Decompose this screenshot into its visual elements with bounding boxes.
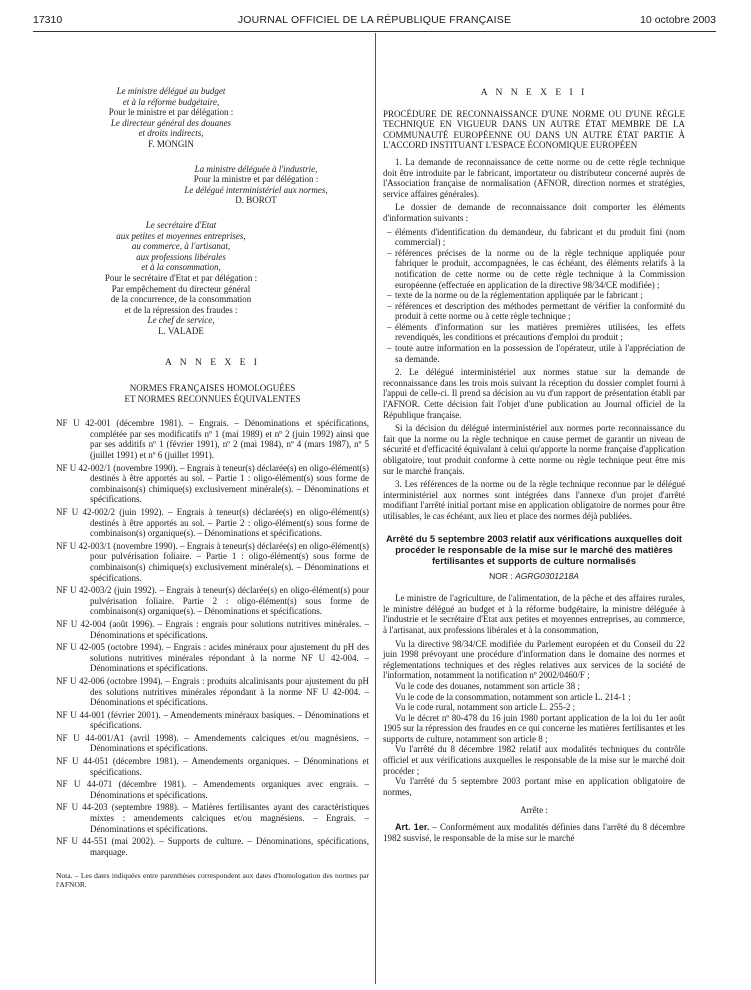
sig-line: et droits indirects, [138,128,204,139]
procedure-title: PROCÉDURE DE RECONNAISSANCE D'UNE NORME OU D'UNE RÈGLE TECHNIQUE EN VIGUEUR DANS UN AUTRE ÉTAT MEMBRE DE LA COMMUNAUTÉ EUROPÉENNE OU DANS UN AUTRE ÉTAT PARTIE À L'ACCORD INSTITUANT L'ESPACE ÉCONOMIQUE EUROPÉEN [383,108,685,151]
paragraph: 2. Le délégué interministériel aux normes statue sur la demande de reconnaissance dans les trois mois suivant la réception du dossier complet fourni à l'appui de celle-ci. Il prend sa décision au vu d'un rapport de présentation établi par l'AFNOR. Cette décision fait l'objet d'une publication au Journal officiel de la République française. [383,367,685,420]
sig-line: La ministre déléguée à l'industrie, [194,163,318,174]
sig-line: Pour le secrétaire d'Etat et par délégation : [104,272,258,283]
visa-item: Vu le code rural, notamment son article L. 255-2 ; [395,702,576,713]
norm-item: NF U 44-001/A1 (avril 1998). – Amendements calciques et/ou magnésiens. – Dénominations et spécifications. [56,732,369,754]
visa-item: Vu l'arrêté du 8 décembre 1982 relatif aux modalités techniques du contrôle officiel et aux vérifications auxquelles le responsable de la mise sur le marché doit procéder ; [383,744,685,776]
norm-item: NF U 42-003/2 (juin 1992). – Engrais à teneur(s) déclarée(s) en oligo-élément(s) pour pulvérisation foliaire. Partie 2 : oligo-élément(s) sous forme de combinaison(s) organique(s). – Dénominations et spécifications. [56,585,369,617]
visa-item: Vu le code de la consommation, notamment son article L. 214-1 ; [395,691,631,702]
visa-item: Vu la directive 98/34/CE modifiée du Parlement européen et du Conseil du 22 juin 1998 prévoyant une procédure d'information dans le domaine des normes et réglementations techniques et des règles relatives aux services de la société de l'information, notamment la notification nº 2002/0460/F ; [383,638,685,681]
sig-name: D. BOROT [235,195,277,206]
requirements-list [383,227,685,365]
article-1-label: Art. 1er. [395,822,430,833]
list-item: – éléments d'identification du demandeur, du fabricant et du produit fini (nom commercial) ; [387,226,685,248]
article-1 [383,822,685,843]
arrete-label: Arrête : [520,805,548,816]
arrete-title: Arrêté du 5 septembre 2003 relatif aux vérifications auxquelles doit procéder le responsable de la mise sur le marché des matières fertilisantes et supports de culture normalisés [385,533,683,566]
norms-list [56,418,369,857]
nor-label: NOR : [489,570,513,581]
visas-list [383,639,685,798]
sig-line: et à la réforme budgétaire, [122,96,220,107]
paragraph: Le dossier de demande de reconnaissance doit comporter les éléments d'information suivants : [383,202,685,223]
sig-name: L. VALADE [158,325,204,336]
sig-line: Par empêchement du directeur général [111,283,251,294]
norm-item: NF U 44-203 (septembre 1988). – Matières fertilisantes ayant des caractéristiques mixtes : amendements calciques et/ou magnésiens. – Engrais. – Dénominations et spécifications. [56,802,369,834]
page-number: 17310 [33,14,63,26]
sig-line: Pour la ministre et par délégation : [193,174,319,185]
page-header [33,13,716,29]
list-item: – toute autre information en la possession de l'opérateur, utile à l'appréciation de sa demande. [387,343,685,364]
sig-line: aux professions libérales [136,251,226,262]
signature-industrie [156,164,356,206]
list-item: – références précises de la norme ou de la règle technique appliquée pour fabriquer le produit, accompagnées, le cas échéant, des éléments relatifs à la notification de cette norme ou de cette règle technique à la Commission européenne (effectuée en application de la directive 98/34/CE modifiée) ; [387,247,685,290]
sig-line: Le directeur général des douanes [110,117,232,128]
sig-line: aux petites et moyennes entreprises, [116,230,246,241]
norm-item: NF U 42-005 (octobre 1994). – Engrais : acides minéraux pour ajustement du pH des solutions nutritives minérales répondant à la norme NF U 42-004. – Dénominations et spécifications. [56,642,369,674]
visa-item: Vu le code des douanes, notamment son article 38 ; [395,680,580,691]
norm-item: NF U 44-051 (décembre 1981). – Amendements organiques. – Dénominations et spécifications. [56,756,369,777]
sig-name: F. MONGIN [148,138,194,149]
signature-budget [76,86,266,150]
sig-line: Pour le ministre et par délégation : [108,107,234,118]
nor-reference [383,571,685,582]
signature-commerce [56,220,306,337]
norm-item: NF U 44-071 (décembre 1981). – Amendements organiques avec engrais. – Dénominations et spécifications. [56,779,369,800]
list-item: – texte de la norme ou de la réglementation appliquée par le fabricant ; [387,290,643,301]
sig-line: et de la répression des fraudes : [124,304,238,315]
subtitle-line: NORMES FRANÇAISES HOMOLOGUÉES [129,383,296,394]
list-item: – éléments d'information sur les matières premières utilisées, les effets revendiqués, les conditions et précautions d'emploi du produit ; [387,321,685,343]
annex-note: Nota. – Les dates indiquées entre parenthèses correspondent aux dates d'homologation des normes par l'AFNOR. [56,871,369,890]
norm-item: NF U 42-002/2 (juin 1992). – Engrais à teneur(s) déclarée(s) en oligo-élément(s) destinés à être apportés au sol. – Partie 2 : oligo-élément(s) sous forme de combinaison(s) organique(s). – Dénominations et spécifications. [56,507,369,539]
annex-1-subtitle [56,383,369,404]
subtitle-line: ET NORMES RECONNUES ÉQUIVALENTES [124,393,301,404]
norm-item: NF U 42-002/1 (novembre 1990). – Engrais à teneur(s) déclarée(s) en oligo-élément(s) destinés à être apportés au sol. – Partie 1 : oligo-élément(s) sous forme de combinaison(s) chimique(s) exclusivement minérale(s). – Dénominations et spécifications. [56,462,369,505]
annex-1-title: A N N E X E I [165,358,260,369]
header-rule [33,31,716,32]
issue-date: 10 octobre 2003 [640,14,716,26]
norm-item: NF U 42-003/1 (novembre 1990). – Engrais à teneur(s) déclarée(s) en oligo-élément(s) pour pulvérisation foliaire. – Partie 1 : oligo-élément(s) sous forme de combinaison(s) chimique(s) exclusivement minérale(s). – Dénominations et spécifications. [56,540,369,583]
sig-line: au commerce, à l'artisanat, [131,241,231,252]
norm-item: NF U 42-001 (décembre 1981). – Engrais. – Dénominations et spécifications, complétée par ses modificatifs nº 1 (mai 1989) et nº 2 (juin 1992) ainsi que par ses additifs nº 1 (février 1991), nº 2 (mai 1984), nº 4 (mars 1987), nº 5 (juillet 1991) et nº 6 (juillet 1991). [56,418,369,461]
sig-line: et à la consommation, [141,262,221,273]
sig-line: Le chef de service, [147,315,215,326]
sig-line: Le ministre délégué au budget [116,86,226,96]
left-column [56,86,369,897]
sig-line: Le délégué interministériel aux normes, [184,184,328,195]
sig-line: Le secrétaire d'Etat [145,219,217,230]
paragraph: Si la décision du délégué interministériel aux normes porte reconnaissance du fait que la norme ou la règle technique en cause permet de garantir un niveau de sécurité et d'efficacité équivalant à celui qu'apporte la norme française d'application obligatoire, tout produit conforme à cette norme ou règle technique peut être mis sur le marché français. [383,423,685,476]
norm-item: NF U 44-551 (mai 2002). – Supports de culture. – Dénominations, spécifications, marquage. [56,836,369,857]
visa-item: Vu l'arrêté du 5 septembre 2003 portant mise en application obligatoire de normes, [383,776,685,797]
sig-line: de la concurrence, de la consommation [110,294,252,305]
annex-2-title: A N N E X E I I [480,88,588,98]
visa-item: Vu le décret nº 80-478 du 16 juin 1980 portant application de la loi du 1er août 1905 sur la répression des fraudes en ce qui concerne les matières fertilisantes et les supports de culture, notamment son article 8 ; [383,712,685,744]
norm-item: NF U 42-004 (août 1996). – Engrais : engrais pour solutions nutritives minérales. – Dénominations et spécifications. [56,618,369,640]
nor-value: AGRG0301218A [515,570,579,581]
right-column [383,88,685,843]
arrete-intro: Le ministre de l'agriculture, de l'alimentation, de la pêche et des affaires rurales, le ministre délégué au budget et à la réforme budgétaire, la ministre déléguée à l'industrie et le secrétaire d'Etat aux petites et moyennes entreprises, au commerce, à l'artisanat, aux professions libérales et à la consommation, [383,593,685,635]
paragraph: 1. La demande de reconnaissance de cette norme ou de cette règle technique doit être introduite par le fabricant, importateur ou distributeur concerné auprès de l'Association française de normalisation (AFNOR, direction normes et stratégies, service affaires générales). [383,156,685,199]
list-item: – références et description des méthodes permettant de vérifier la conformité du produit à cette norme ou à cette règle technique ; [387,300,685,322]
paragraph: 3. Les références de la norme ou de la règle technique reconnue par le délégué interministériel aux normes sont intégrées dans l'annexe d'un projet d'arrêté modifiant l'arrêté initial portant mise en application obligatoire de normes pour être utilisables, le cas échéant, aux lieu et place des normes déjà publiées. [383,479,685,521]
column-divider [375,33,376,984]
norm-item: NF U 42-006 (octobre 1994). – Engrais : produits alcalinisants pour ajustement du pH des solutions nutritives minérales répondant à la norme NF U 42-004. – Dénominations et spécifications. [56,675,369,708]
article-1-text: – Conformément aux modalités définies dans l'arrêté du 8 décembre 1982 susvisé, le responsable de la mise sur le marché [383,822,685,843]
journal-title: JOURNAL OFFICIEL DE LA RÉPUBLIQUE FRANÇAISE [237,14,512,26]
norm-item: NF U 44-001 (février 2001). – Amendements minéraux basiques. – Dénominations et spécifications. [56,709,369,731]
